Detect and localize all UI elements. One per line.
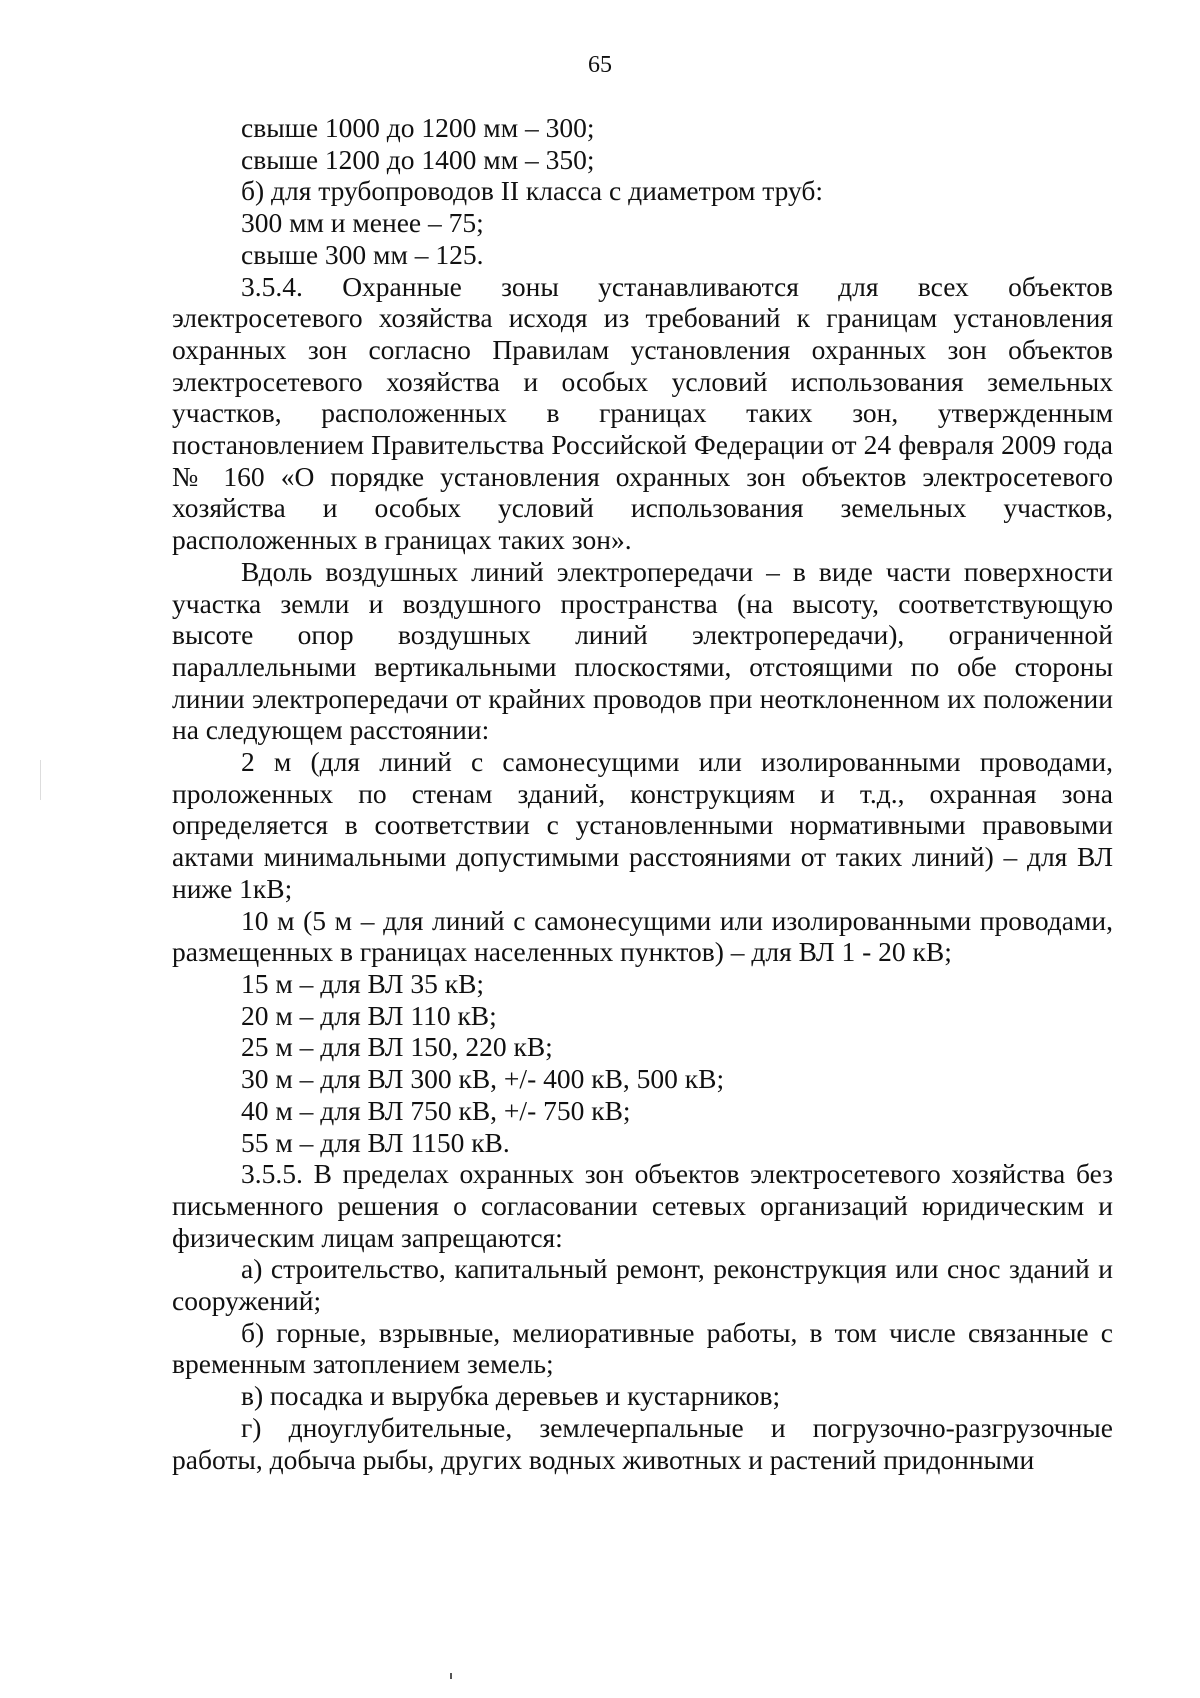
scan-edge-mark <box>40 760 41 800</box>
paragraph-3-5-5: 3.5.5. В пределах охранных зон объектов электросетевого хозяйства без письменного решения о согласовании сетевых организаций юридическим и физическим лицам запрещаются: <box>172 1158 1113 1253</box>
item-v-planting: в) посадка и вырубка деревьев и кустарников; <box>241 1380 781 1412</box>
pipe-line-1000-1200: свыше 1000 до 1200 мм – 300; <box>241 112 595 143</box>
pipe-line-300-more: свыше 300 мм – 125. <box>241 238 484 270</box>
pipe-line-1200-1400: свыше 1200 до 1400 мм – 350; <box>241 143 595 175</box>
distance-40m: 40 м – для ВЛ 750 кВ, +/- 750 кВ; <box>241 1094 631 1126</box>
page-number: 65 <box>588 52 612 78</box>
distance-30m: 30 м – для ВЛ 300 кВ, +/- 400 кВ, 500 кВ; <box>241 1063 725 1095</box>
distance-55m: 55 м – для ВЛ 1150 кВ. <box>241 1126 510 1158</box>
pipe-line-300-less: 300 мм и менее – 75; <box>241 207 484 239</box>
paragraph-3-5-4: 3.5.4. Охранные зоны устанавливаются для всех объектов электросетевого хозяйства исходя из требований к границам установления охранных зон согласно Правилам установления охранных зон объектов электросетевого хозяйства и особых условий использования земельных участков, расположенных в границах таких зон, утвержденным постановлением Правительства Российской Федерации от 24 февраля 2009 года № 160 «О порядке установления охранных зон объектов электросетевого хозяйства и особых условий использования земельных участков, расположенных в границах таких зон». <box>172 270 1113 556</box>
distance-15m: 15 м – для ВЛ 35 кВ; <box>241 967 485 999</box>
distance-25m: 25 м – для ВЛ 150, 220 кВ; <box>241 1031 553 1063</box>
pipe-class-2-heading: б) для трубопроводов II класса с диаметром труб: <box>241 175 823 207</box>
item-g-dredging: г) дноуглубительные, землечерпальные и погрузочно-разгрузочные работы, добыча рыбы, других водных животных и растений придонными <box>172 1411 1113 1475</box>
paragraph-overhead-lines: Вдоль воздушных линий электропередачи – в виде части поверхности участка земли и воздушного пространства (на высоту, соответствующую высоте опор воздушных линий электропередачи), ограниченной параллельными вертикальными плоскостями, отстоящими по обе стороны линии электропередачи от крайних проводов при неотклоненном их положении на следующем расстоянии: <box>172 555 1113 746</box>
document-body <box>172 112 1113 1475</box>
distance-20m: 20 м – для ВЛ 110 кВ; <box>241 999 497 1031</box>
paragraph-2m: 2 м (для линий с самонесущими или изолированными проводами, проложенных по стенам зданий, конструкциям и т.д., охранная зона определяется в соответствии с установленными нормативными правовыми актами минимальными допустимыми расстояниями от таких линий) – для ВЛ ниже 1кВ; <box>172 746 1113 904</box>
scan-speck <box>450 1673 452 1679</box>
item-a-construction: а) строительство, капитальный ремонт, реконструкция или снос зданий и сооружений; <box>172 1253 1113 1317</box>
item-b-mining: б) горные, взрывные, мелиоративные работы, в том числе связанные с временным затоплением земель; <box>172 1316 1113 1380</box>
paragraph-10m: 10 м (5 м – для линий с самонесущими или изолированными проводами, размещенных в границах населенных пунктов) – для ВЛ 1 - 20 кВ; <box>172 904 1113 968</box>
